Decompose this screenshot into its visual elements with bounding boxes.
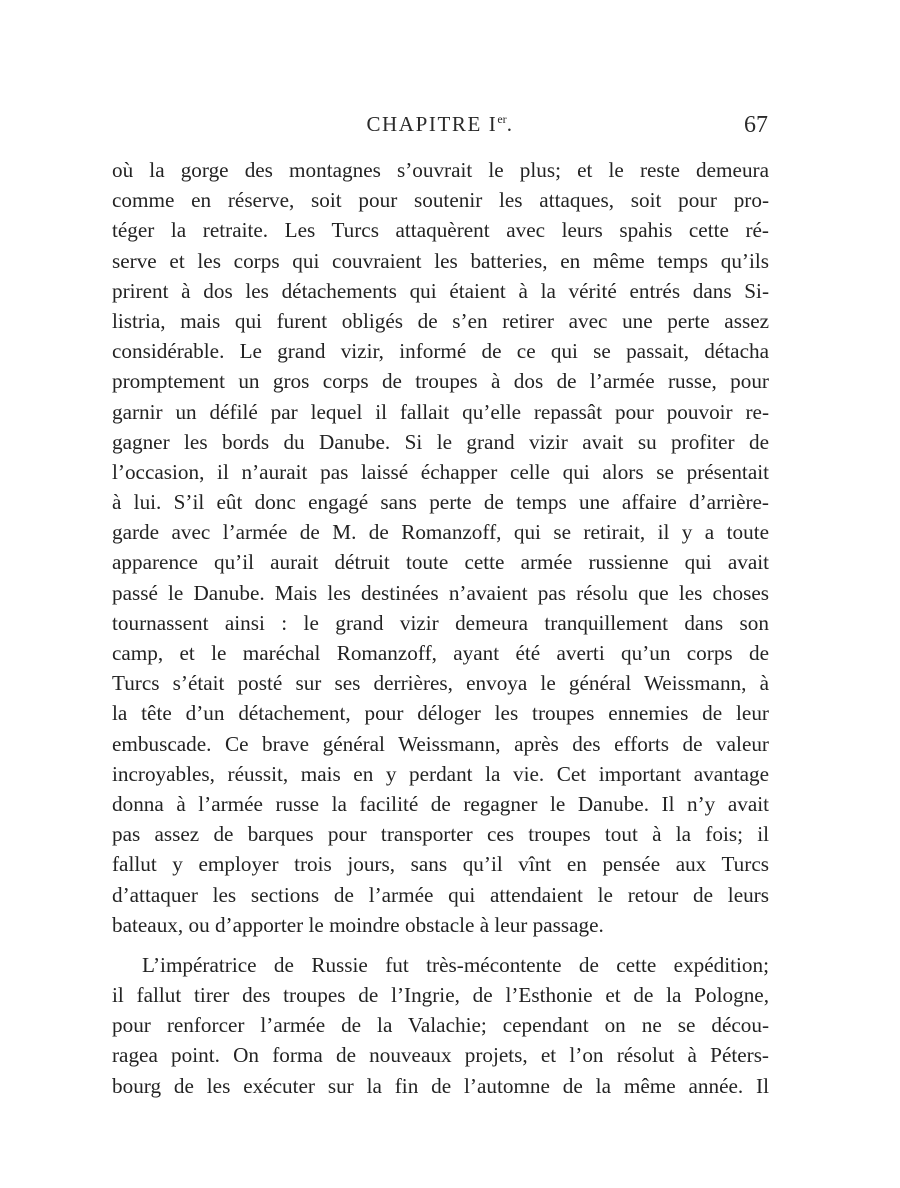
text-line: ragea point. On forma de nouveaux projets, et l’on résolut à Péters- bbox=[112, 1043, 769, 1068]
chapter-ordinal: er bbox=[497, 112, 507, 126]
text-line: téger la retraite. Les Turcs attaquèrent avec leurs spahis cette ré- bbox=[112, 218, 769, 243]
text-line: pour renforcer l’armée de la Valachie; cependant on ne se décou- bbox=[112, 1013, 769, 1038]
chapter-title-text: CHAPITRE I bbox=[366, 112, 498, 136]
text-line: garnir un défilé par lequel il fallait qu’elle repassât pour pouvoir re- bbox=[112, 399, 769, 424]
text-line: listria, mais qui furent obligés de s’en retirer avec une perte assez bbox=[112, 308, 769, 333]
text-line: serve et les corps qui couvraient les batteries, en même temps qu’ils bbox=[112, 248, 769, 273]
paragraph-gap bbox=[112, 940, 769, 950]
text-line: gagner les bords du Danube. Si le grand vizir avait su profiter de bbox=[112, 429, 769, 454]
text-line: pas assez de barques pour transporter ces troupes tout à la fois; il bbox=[112, 822, 769, 847]
text-line: apparence qu’il aurait détruit toute cette armée russienne qui avait bbox=[112, 550, 769, 575]
text-line: d’attaquer les sections de l’armée qui attendaient le retour de leurs bbox=[112, 882, 769, 907]
page-number: 67 bbox=[744, 112, 768, 138]
text-line: à lui. S’il eût donc engagé sans perte de temps une affaire d’arrière- bbox=[112, 490, 769, 515]
chapter-title-period: . bbox=[506, 112, 514, 136]
text-line: comme en réserve, soit pour soutenir les attaques, soit pour pro- bbox=[112, 188, 769, 213]
chapter-title bbox=[112, 112, 768, 137]
paragraph bbox=[112, 155, 769, 940]
text-line: L’impératrice de Russie fut très-mécontente de cette expédition; bbox=[142, 952, 769, 977]
text-line: l’occasion, il n’aurait pas laissé échapper celle qui alors se présentait bbox=[112, 459, 769, 484]
text-line: Turcs s’était posté sur ses derrières, envoya le général Weissmann, à bbox=[112, 671, 769, 696]
text-line: considérable. Le grand vizir, informé de ce qui se passait, détacha bbox=[112, 339, 769, 364]
text-line: camp, et le maréchal Romanzoff, ayant été averti qu’un corps de bbox=[112, 641, 769, 665]
text-line: prirent à dos les détachements qui étaient à la vérité entrés dans Si- bbox=[112, 278, 769, 303]
text-line: fallut y employer trois jours, sans qu’il vînt en pensée aux Turcs bbox=[112, 852, 769, 877]
text-line: où la gorge des montagnes s’ouvrait le plus; et le reste demeura bbox=[112, 158, 769, 182]
running-head bbox=[112, 112, 768, 142]
text-line: garde avec l’armée de M. de Romanzoff, qui se retirait, il y a toute bbox=[112, 520, 769, 545]
text-line: promptement un gros corps de troupes à dos de l’armée russe, pour bbox=[112, 369, 769, 394]
body-text bbox=[112, 155, 769, 1101]
text-line: embuscade. Ce brave général Weissmann, après des efforts de valeur bbox=[112, 731, 769, 756]
text-line: la tête d’un détachement, pour déloger les troupes ennemies de leur bbox=[112, 701, 769, 726]
text-line: tournassent ainsi : le grand vizir demeura tranquillement dans son bbox=[112, 610, 769, 635]
text-line: incroyables, réussit, mais en y perdant la vie. Cet important avantage bbox=[112, 761, 769, 786]
text-line: donna à l’armée russe la facilité de regagner le Danube. Il n’y avait bbox=[112, 791, 769, 816]
text-line: bourg de les exécuter sur la fin de l’automne de la même année. Il bbox=[112, 1073, 769, 1098]
paragraph bbox=[112, 950, 769, 1101]
text-line: il fallut tirer des troupes de l’Ingrie, de l’Esthonie et de la Pologne, bbox=[112, 983, 769, 1008]
text-line: passé le Danube. Mais les destinées n’avaient pas résolu que les choses bbox=[112, 580, 769, 605]
text-line: bateaux, ou d’apporter le moindre obstacle à leur passage. bbox=[112, 912, 604, 937]
